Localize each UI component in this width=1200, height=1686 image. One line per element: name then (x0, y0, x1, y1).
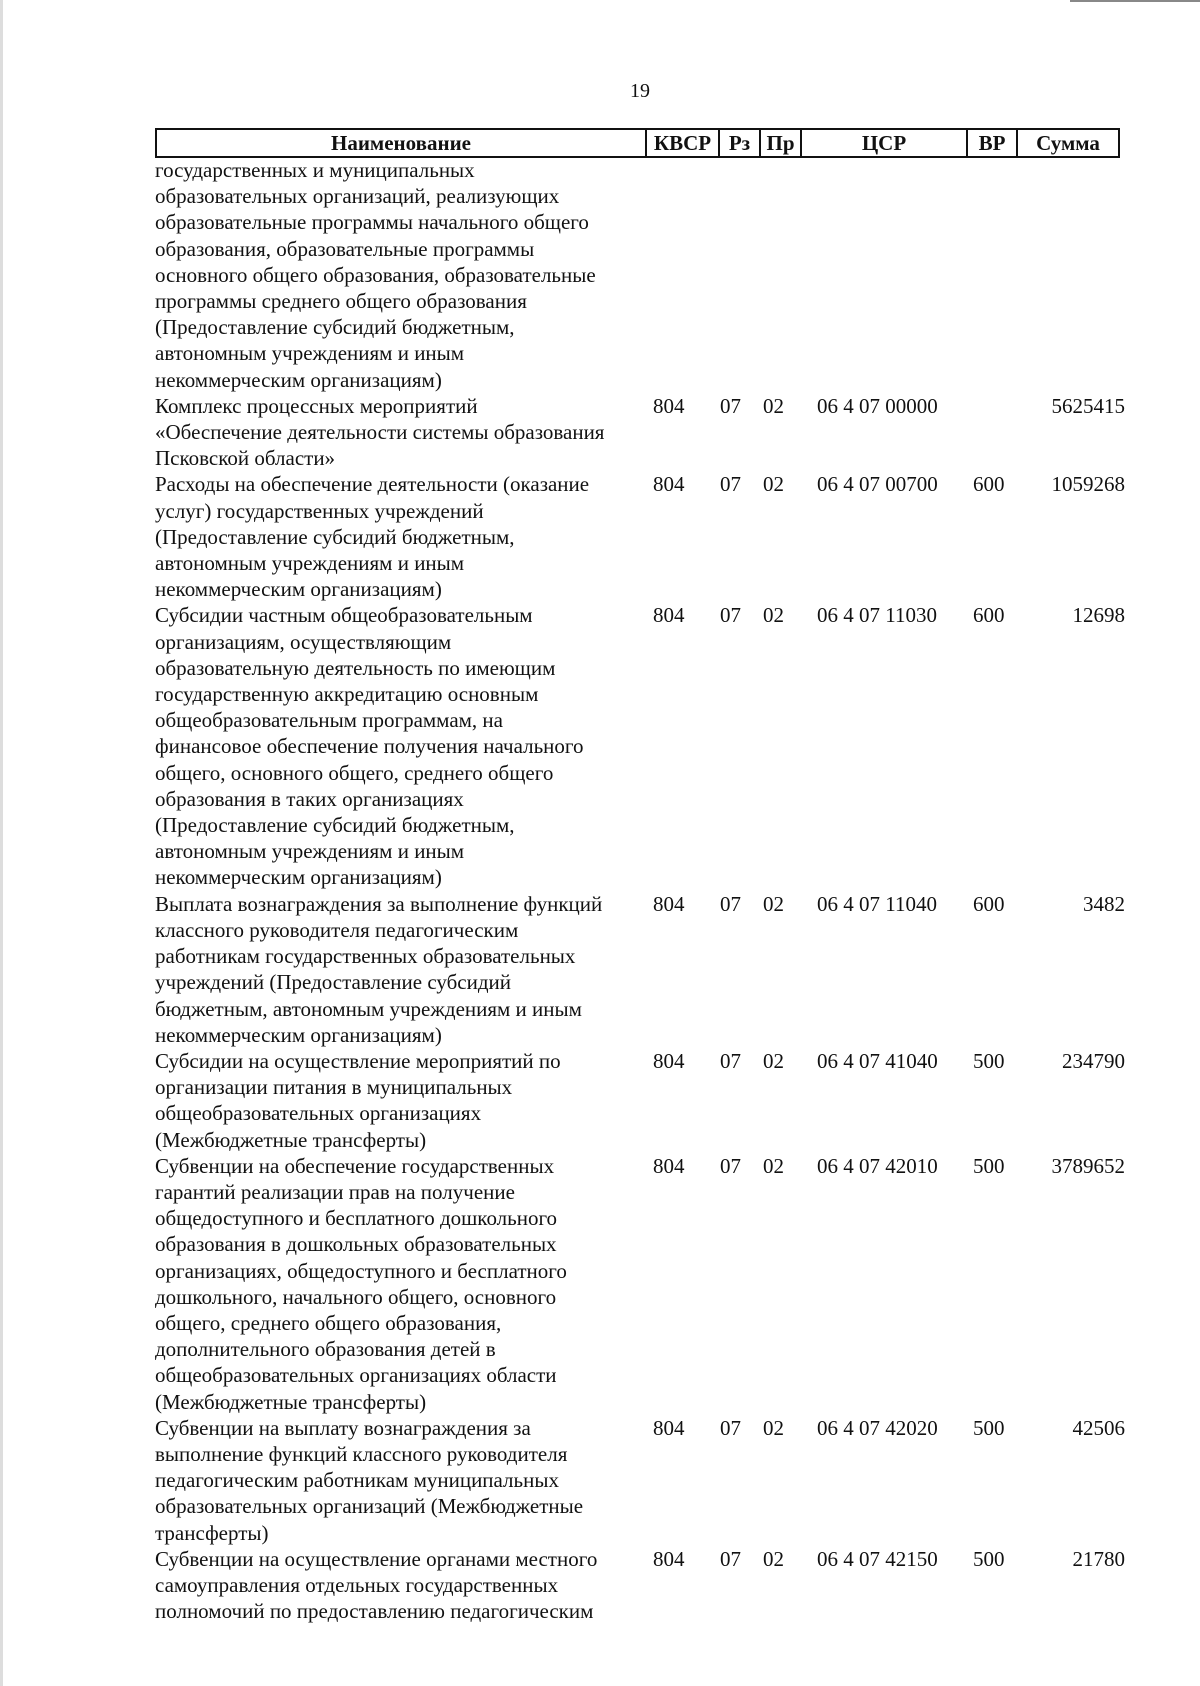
row-name: Комплекс процессных мероприятий «Обеспечение деятельности системы образования Псковской области» (155, 393, 605, 471)
row-name: Субвенции на осуществление органами местного самоуправления отдельных государственных полномочий по предоставлению педагогическим (155, 1546, 598, 1624)
table-row (155, 393, 1125, 472)
row-vr: 600 (973, 472, 1005, 497)
row-vr: 600 (973, 891, 1005, 916)
row-vr: 500 (973, 1415, 1005, 1440)
row-rz: 07 (720, 1153, 741, 1178)
row-sum: 5625415 (1051, 393, 1125, 418)
row-csr: 06 4 07 42010 (817, 1153, 938, 1178)
table-row (155, 1415, 1125, 1546)
row-rz: 07 (720, 472, 741, 497)
row-rz: 07 (720, 1546, 741, 1571)
row-name: государственных и муниципальных образовательных организаций, реализующих образовательные программы начального общего образования, образовательные программы основного общего образования, образовательные программы среднего общего образования (Предоставление субсидий бюджетным, автономным учреждениям и иным некоммерческим организациям) (155, 158, 596, 392)
row-kvsr: 804 (653, 1153, 685, 1178)
scan-corner-mark (1070, 0, 1200, 2)
row-rz: 07 (720, 603, 741, 628)
row-vr: 500 (973, 1153, 1005, 1178)
row-sum: 1059268 (1051, 472, 1125, 497)
table-row (155, 602, 1125, 890)
row-rz: 07 (720, 891, 741, 916)
row-sum: 3482 (1083, 891, 1125, 916)
row-rz: 07 (720, 1415, 741, 1440)
row-csr: 06 4 07 42020 (817, 1415, 938, 1440)
row-name: Расходы на обеспечение деятельности (оказание услуг) государственных учреждений (Предоставление субсидий бюджетным, автономным учреждениям и иным некоммерческим организациям) (155, 472, 590, 602)
row-pr: 02 (763, 1546, 784, 1571)
row-rz: 07 (720, 393, 741, 418)
row-pr: 02 (763, 1153, 784, 1178)
row-sum: 3789652 (1051, 1153, 1125, 1178)
row-csr: 06 4 07 41040 (817, 1048, 938, 1073)
row-vr: 500 (973, 1546, 1005, 1571)
row-kvsr: 804 (653, 891, 685, 916)
row-pr: 02 (763, 603, 784, 628)
table-row (155, 1153, 1125, 1415)
row-pr: 02 (763, 1048, 784, 1073)
row-kvsr: 804 (653, 603, 685, 628)
table-header (155, 128, 1120, 158)
row-name: Субсидии частным общеобразовательным организациям, осуществляющим образовательную деятельность по имеющим государственную аккредитацию основным общеобразовательным программам, на финансовое обеспечение получения начального общего, основного общего, среднего общего образования в таких организациях (Предоставление субсидий бюджетным, автономным учреждениям и иным некоммерческим организациям) (155, 603, 584, 890)
table-body (155, 157, 1125, 1624)
row-csr: 06 4 07 11030 (817, 603, 937, 628)
row-kvsr: 804 (653, 1048, 685, 1073)
table-row (155, 1048, 1125, 1153)
row-rz: 07 (720, 1048, 741, 1073)
table-row (155, 471, 1125, 602)
row-name: Субвенции на обеспечение государственных гарантий реализации прав на получение общедоступного и бесплатного дошкольного образования в дошкольных образовательных организациях, общедоступного и бесплатного дошкольного, начального общего, основного общего, среднего общего образования, дополнительного образования детей в общеобразовательных организациях области (Межбюджетные трансферты) (155, 1153, 567, 1414)
row-pr: 02 (763, 393, 784, 418)
header-sum: Сумма (1016, 130, 1118, 156)
row-pr: 02 (763, 1415, 784, 1440)
row-name: Выплата вознаграждения за выполнение функций классного руководителя педагогическим работникам государственных образовательных учреждений (Предоставление субсидий бюджетным, автономным учреждениям и иным некоммерческим организациям) (155, 891, 603, 1047)
row-sum: 42506 (1072, 1415, 1125, 1440)
header-pr: Пр (759, 130, 800, 156)
row-name: Субсидии на осуществление мероприятий по организации питания в муниципальных общеобразовательных организациях (Межбюджетные трансферты) (155, 1048, 561, 1152)
table-row (155, 891, 1125, 1048)
header-vr: ВР (966, 130, 1016, 156)
row-sum: 12698 (1072, 603, 1125, 628)
row-sum: 234790 (1062, 1048, 1125, 1073)
row-sum: 21780 (1072, 1546, 1125, 1571)
header-kvsr: КВСР (645, 130, 718, 156)
table-row (155, 157, 1125, 393)
row-csr: 06 4 07 11040 (817, 891, 937, 916)
row-csr: 06 4 07 00700 (817, 472, 938, 497)
row-kvsr: 804 (653, 1546, 685, 1571)
table-row (155, 1546, 1125, 1625)
header-rz: Рз (718, 130, 759, 156)
row-vr: 600 (973, 603, 1005, 628)
scan-left-edge (0, 0, 3, 1686)
row-csr: 06 4 07 00000 (817, 393, 938, 418)
row-vr: 500 (973, 1048, 1005, 1073)
header-csr: ЦСР (800, 130, 966, 156)
row-pr: 02 (763, 891, 784, 916)
row-kvsr: 804 (653, 1415, 685, 1440)
row-name: Субвенции на выплату вознаграждения за выполнение функций классного руководителя педагогическим работникам муниципальных образовательных организаций (Межбюджетные трансферты) (155, 1415, 584, 1545)
row-kvsr: 804 (653, 393, 685, 418)
row-kvsr: 804 (653, 472, 685, 497)
header-name: Наименование (331, 131, 471, 155)
row-csr: 06 4 07 42150 (817, 1546, 938, 1571)
page-number: 19 (630, 80, 650, 102)
row-pr: 02 (763, 472, 784, 497)
